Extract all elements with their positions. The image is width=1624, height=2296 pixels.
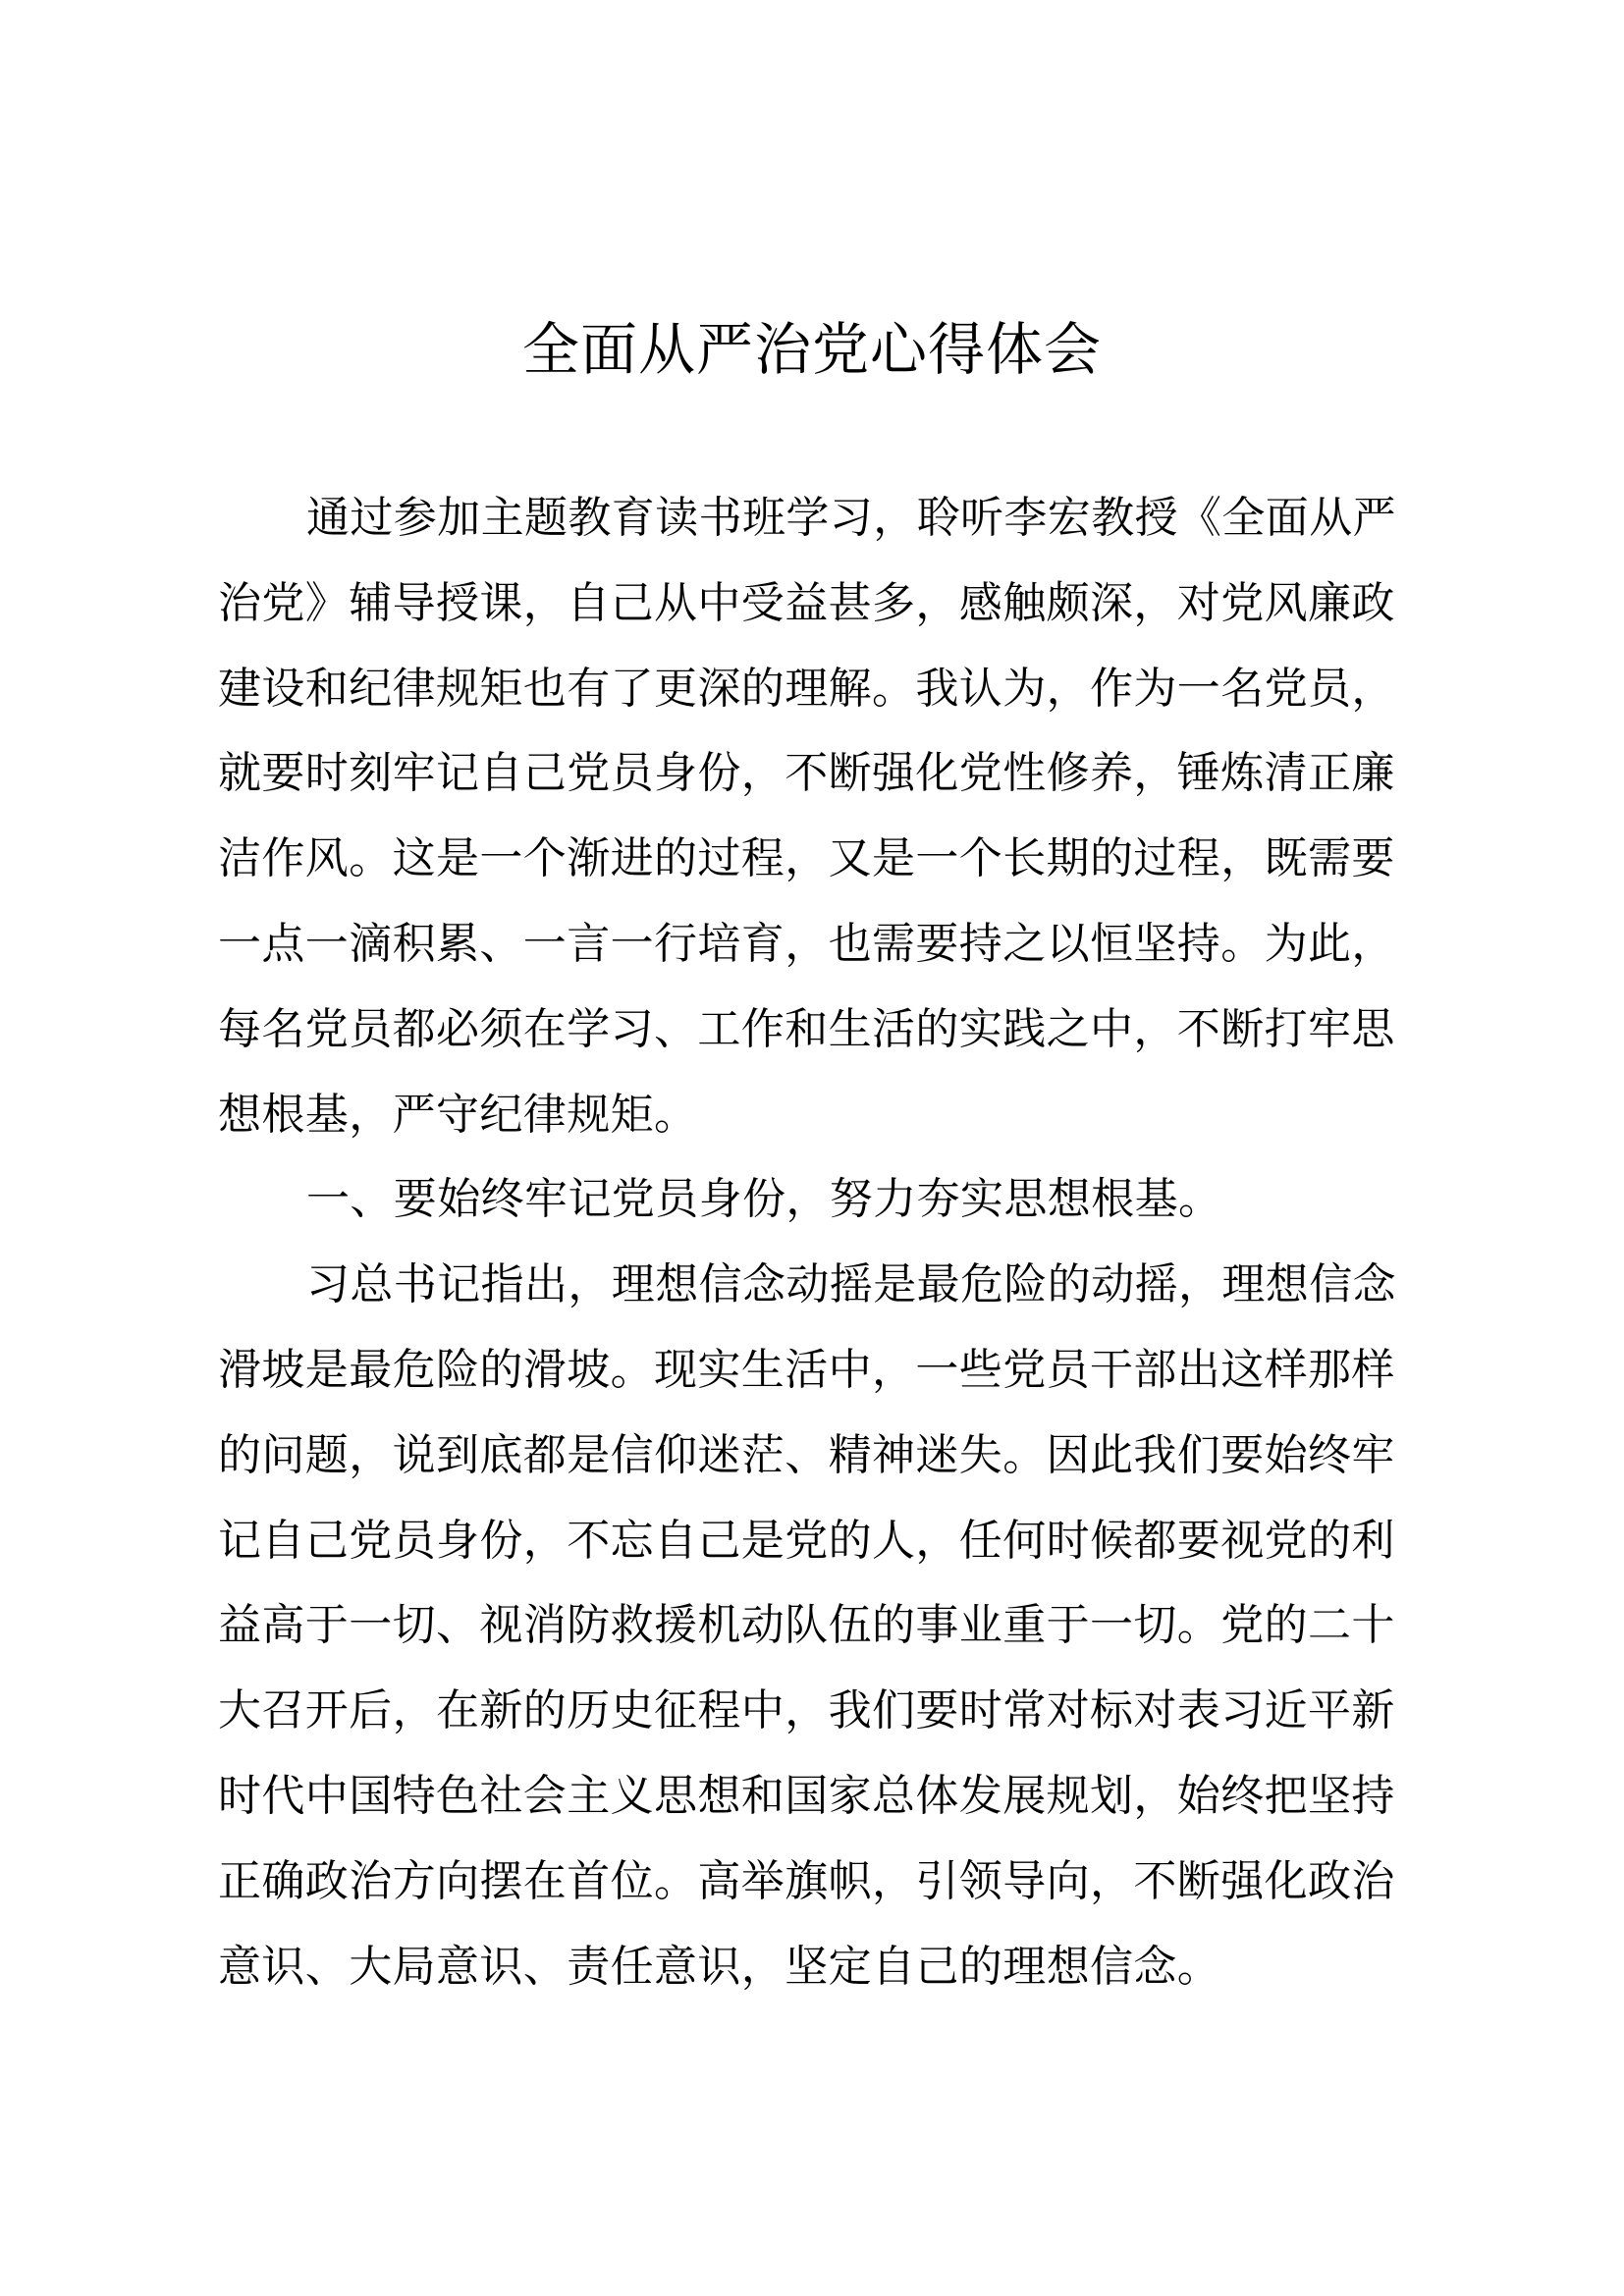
paragraph-2-line-2: 滑坡是最危险的滑坡。现实生活中，一些党员干部出这样那样 (218, 1344, 1395, 1395)
paragraph-1-line-8: 想根基，严守纪律规矩。 (218, 1089, 698, 1140)
section-heading-1: 一、要始终牢记党员身份，努力夯实思想根基。 (306, 1174, 1222, 1225)
paragraph-2-line-4: 记自己党员身份，不忘自己是党的人，任何时候都要视党的利 (218, 1515, 1395, 1566)
paragraph-2-line-6: 大召开后，在新的历史征程中，我们要时常对标对表习近平新 (218, 1685, 1395, 1736)
paragraph-1-line-3: 建设和纪律规矩也有了更深的理解。我认为，作为一名党员， (218, 663, 1395, 714)
paragraph-2-line-5: 益高于一切、视消防救援机动队伍的事业重于一切。党的二十 (218, 1600, 1395, 1651)
paragraph-1-line-2: 治党》辅导授课，自己从中受益甚多，感触颇深，对党风廉政 (218, 577, 1395, 628)
paragraph-1-line-1: 通过参加主题教育读书班学习，聆听李宏教授《全面从严 (306, 493, 1396, 543)
paragraph-1-line-5: 洁作风。这是一个渐进的过程，又是一个长期的过程，既需要 (218, 833, 1395, 884)
paragraph-1-line-4: 就要时刻牢记自己党员身份，不断强化党性修养，锤炼清正廉 (218, 748, 1395, 799)
document-body (218, 476, 1435, 2009)
paragraph-2-line-9: 意识、大局意识、责任意识，坚定自己的理想信念。 (218, 1941, 1221, 1992)
paragraph-2-line-1: 习总书记指出，理想信念动摇是最危险的动摇，理想信念 (306, 1259, 1396, 1310)
document-title: 全面从严治党心得体会 (521, 316, 1102, 383)
paragraph-1-line-7: 每名党员都必须在学习、工作和生活的实践之中，不断打牢思 (218, 1003, 1395, 1054)
paragraph-2-line-7: 时代中国特色社会主义思想和国家总体发展规划，始终把坚持 (218, 1770, 1395, 1821)
paragraph-2-line-8: 正确政治方向摆在首位。高举旗帜，引领导向，不断强化政治 (218, 1855, 1395, 1906)
paragraph-2-line-3: 的问题，说到底都是信仰迷茫、精神迷失。因此我们要始终牢 (218, 1429, 1395, 1480)
paragraph-1-line-6: 一点一滴积累、一言一行培育，也需要持之以恒坚持。为此， (218, 918, 1395, 969)
